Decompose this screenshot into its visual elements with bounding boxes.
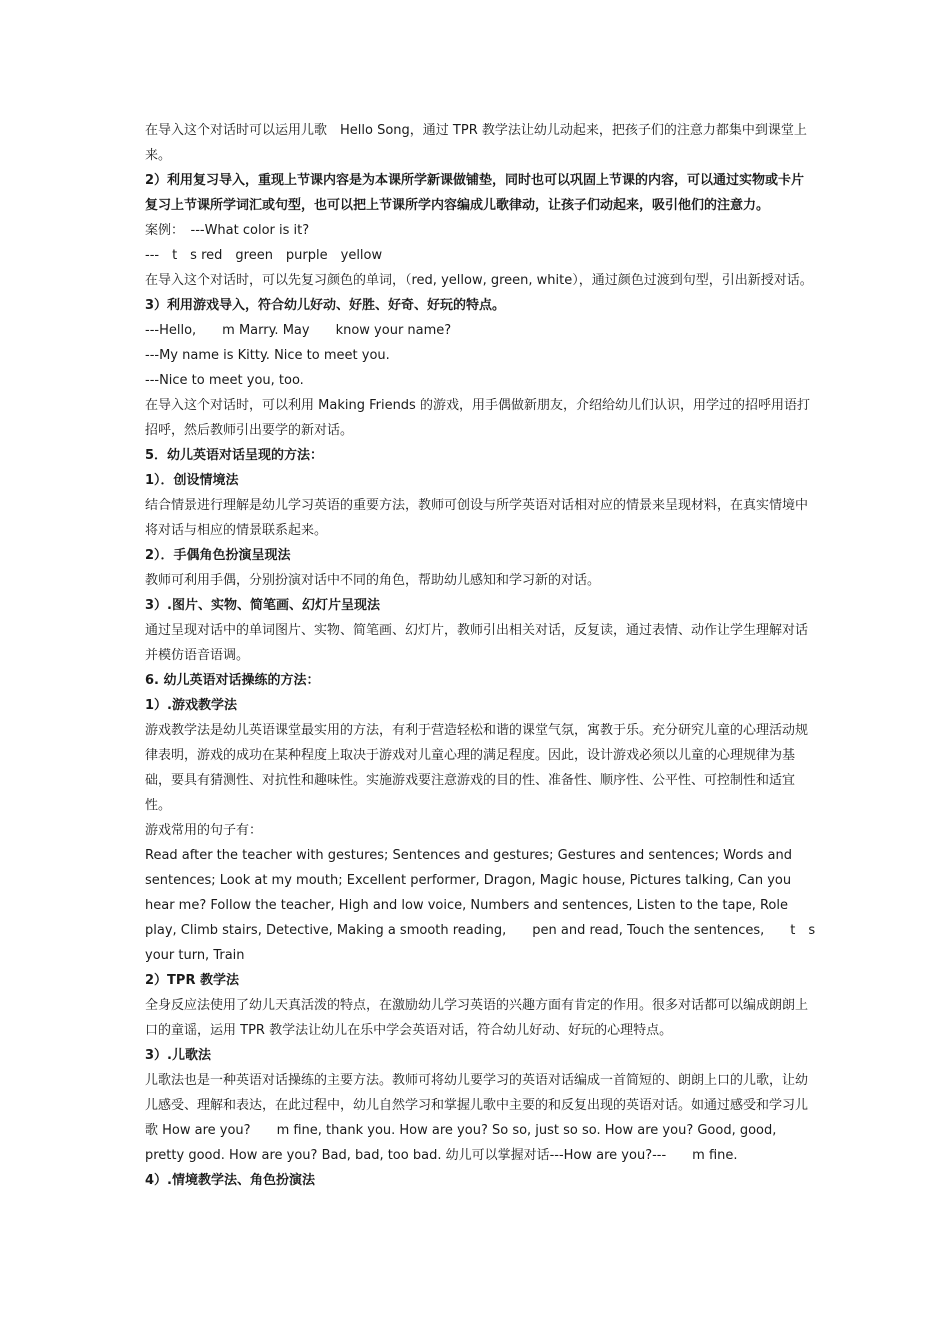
example-question: 案例： ---What color is it? — [145, 223, 310, 238]
subheading-game-method: 1）.游戏教学法 — [145, 698, 237, 713]
subheading-chant-method: 3）.儿歌法 — [145, 1048, 211, 1063]
paragraph-intro-hello-song: 在导入这个对话时可以运用儿歌 Hello Song，通过 TPR 教学法让幼儿动起来，把孩子们的注意力都集中到课堂上来。 — [145, 123, 807, 163]
paragraph-game-sentences-list: Read after the teacher with gestures; Sentences and gestures; Gestures and sentences; Words and sentences; Look at my mouth; Excellent performer, Dragon, Magic house, Pictures talking, Can you hear me? Follow the teacher, High and low voice, Numbers and sentences, Listen to the tape, Role play, Climb stairs, Detective, Making a smooth reading, pen and read, Touch the sentences, t s your turn, Train — [145, 848, 816, 963]
dialogue-line-1: ---Hello, m Marry. May know your name? — [145, 323, 452, 338]
paragraph-situation-method: 结合情景进行理解是幼儿学习英语的重要方法，教师可创设与所学英语对话相对应的情景来呈现材料，在真实情境中将对话与相应的情景联系起来。 — [145, 498, 809, 538]
subheading-picture-method: 3）.图片、实物、简笔画、幻灯片呈现法 — [145, 598, 380, 613]
paragraph-puppet-method: 教师可利用手偶，分别扮演对话中不同的角色，帮助幼儿感知和学习新的对话。 — [145, 573, 601, 588]
section-heading-5: 5．幼儿英语对话呈现的方法： — [145, 448, 324, 463]
subheading-situation-method: 1）．创设情境法 — [145, 473, 239, 488]
paragraph-making-friends: 在导入这个对话时，可以利用 Making Friends 的游戏，用手偶做新朋友，介绍给幼儿们认识，用学过的招呼用语打招呼，然后教师引出要学的新对话。 — [145, 398, 810, 438]
heading-review-intro: 2）利用复习导入，重现上节课内容是为本课所学新课做铺垫，同时也可以巩固上节课的内容，可以通过实物或卡片复习上节课所学词汇或句型，也可以把上节课所学内容编成儿歌律动，让孩子们动起来，吸引他们的注意力。 — [145, 173, 805, 213]
paragraph-color-review: 在导入这个对话时，可以先复习颜色的单词，（red, yellow, green, white），通过颜色过渡到句型，引出新授对话。 — [145, 273, 813, 288]
section-heading-6: 6. 幼儿英语对话操练的方法： — [145, 673, 320, 688]
dialogue-line-3: ---Nice to meet you, too. — [145, 373, 304, 388]
paragraph-game-method: 游戏教学法是幼儿英语课堂最实用的方法，有利于营造轻松和谐的课堂气氛，寓教于乐。充分研究儿童的心理活动规律表明，游戏的成功在某种程度上取决于游戏对儿童心理的满足程度。因此，设计游戏必须以儿童的心理规律为基础，要具有猜测性、对抗性和趣味性。实施游戏要注意游戏的目的性、准备性、顺序性、公平性、可控制性和适宜性。 — [145, 723, 809, 813]
document-body — [145, 118, 817, 1193]
subheading-puppet-method: 2）．手偶角色扮演呈现法 — [145, 548, 291, 563]
dialogue-line-2: ---My name is Kitty. Nice to meet you. — [145, 348, 390, 363]
paragraph-picture-method: 通过呈现对话中的单词图片、实物、简笔画、幻灯片，教师引出相关对话，反复读，通过表情、动作让学生理解对话并模仿语音语调。 — [145, 623, 809, 663]
heading-game-intro: 3）利用游戏导入，符合幼儿好动、好胜、好奇、好玩的特点。 — [145, 298, 506, 313]
paragraph-chant-method: 儿歌法也是一种英语对话操练的主要方法。教师可将幼儿要学习的英语对话编成一首简短的、朗朗上口的儿歌，让幼儿感受、理解和表达，在此过程中，幼儿自然学习和掌握儿歌中主要的和反复出现的英语对话。如通过感受和学习儿歌 How are you? m fine, thank you. How are you? So so, just so so. How are you? Good, good, pretty good. How are you? Bad, bad, too bad. 幼儿可以掌握对话---How are you?--- m fine. — [145, 1073, 809, 1163]
subheading-situational-roleplay: 4）.情境教学法、角色扮演法 — [145, 1173, 315, 1188]
paragraph-game-sentences-label: 游戏常用的句子有： — [145, 823, 263, 838]
subheading-tpr-method: 2）TPR 教学法 — [145, 973, 239, 988]
paragraph-tpr-method: 全身反应法使用了幼儿天真活泼的特点，在激励幼儿学习英语的兴趣方面有肯定的作用。很多对话都可以编成朗朗上口的童谣，运用 TPR 教学法让幼儿在乐中学会英语对话，符合幼儿好动、好玩的心理特点。 — [145, 998, 809, 1038]
example-answer: --- t s red green purple yellow — [145, 248, 383, 263]
